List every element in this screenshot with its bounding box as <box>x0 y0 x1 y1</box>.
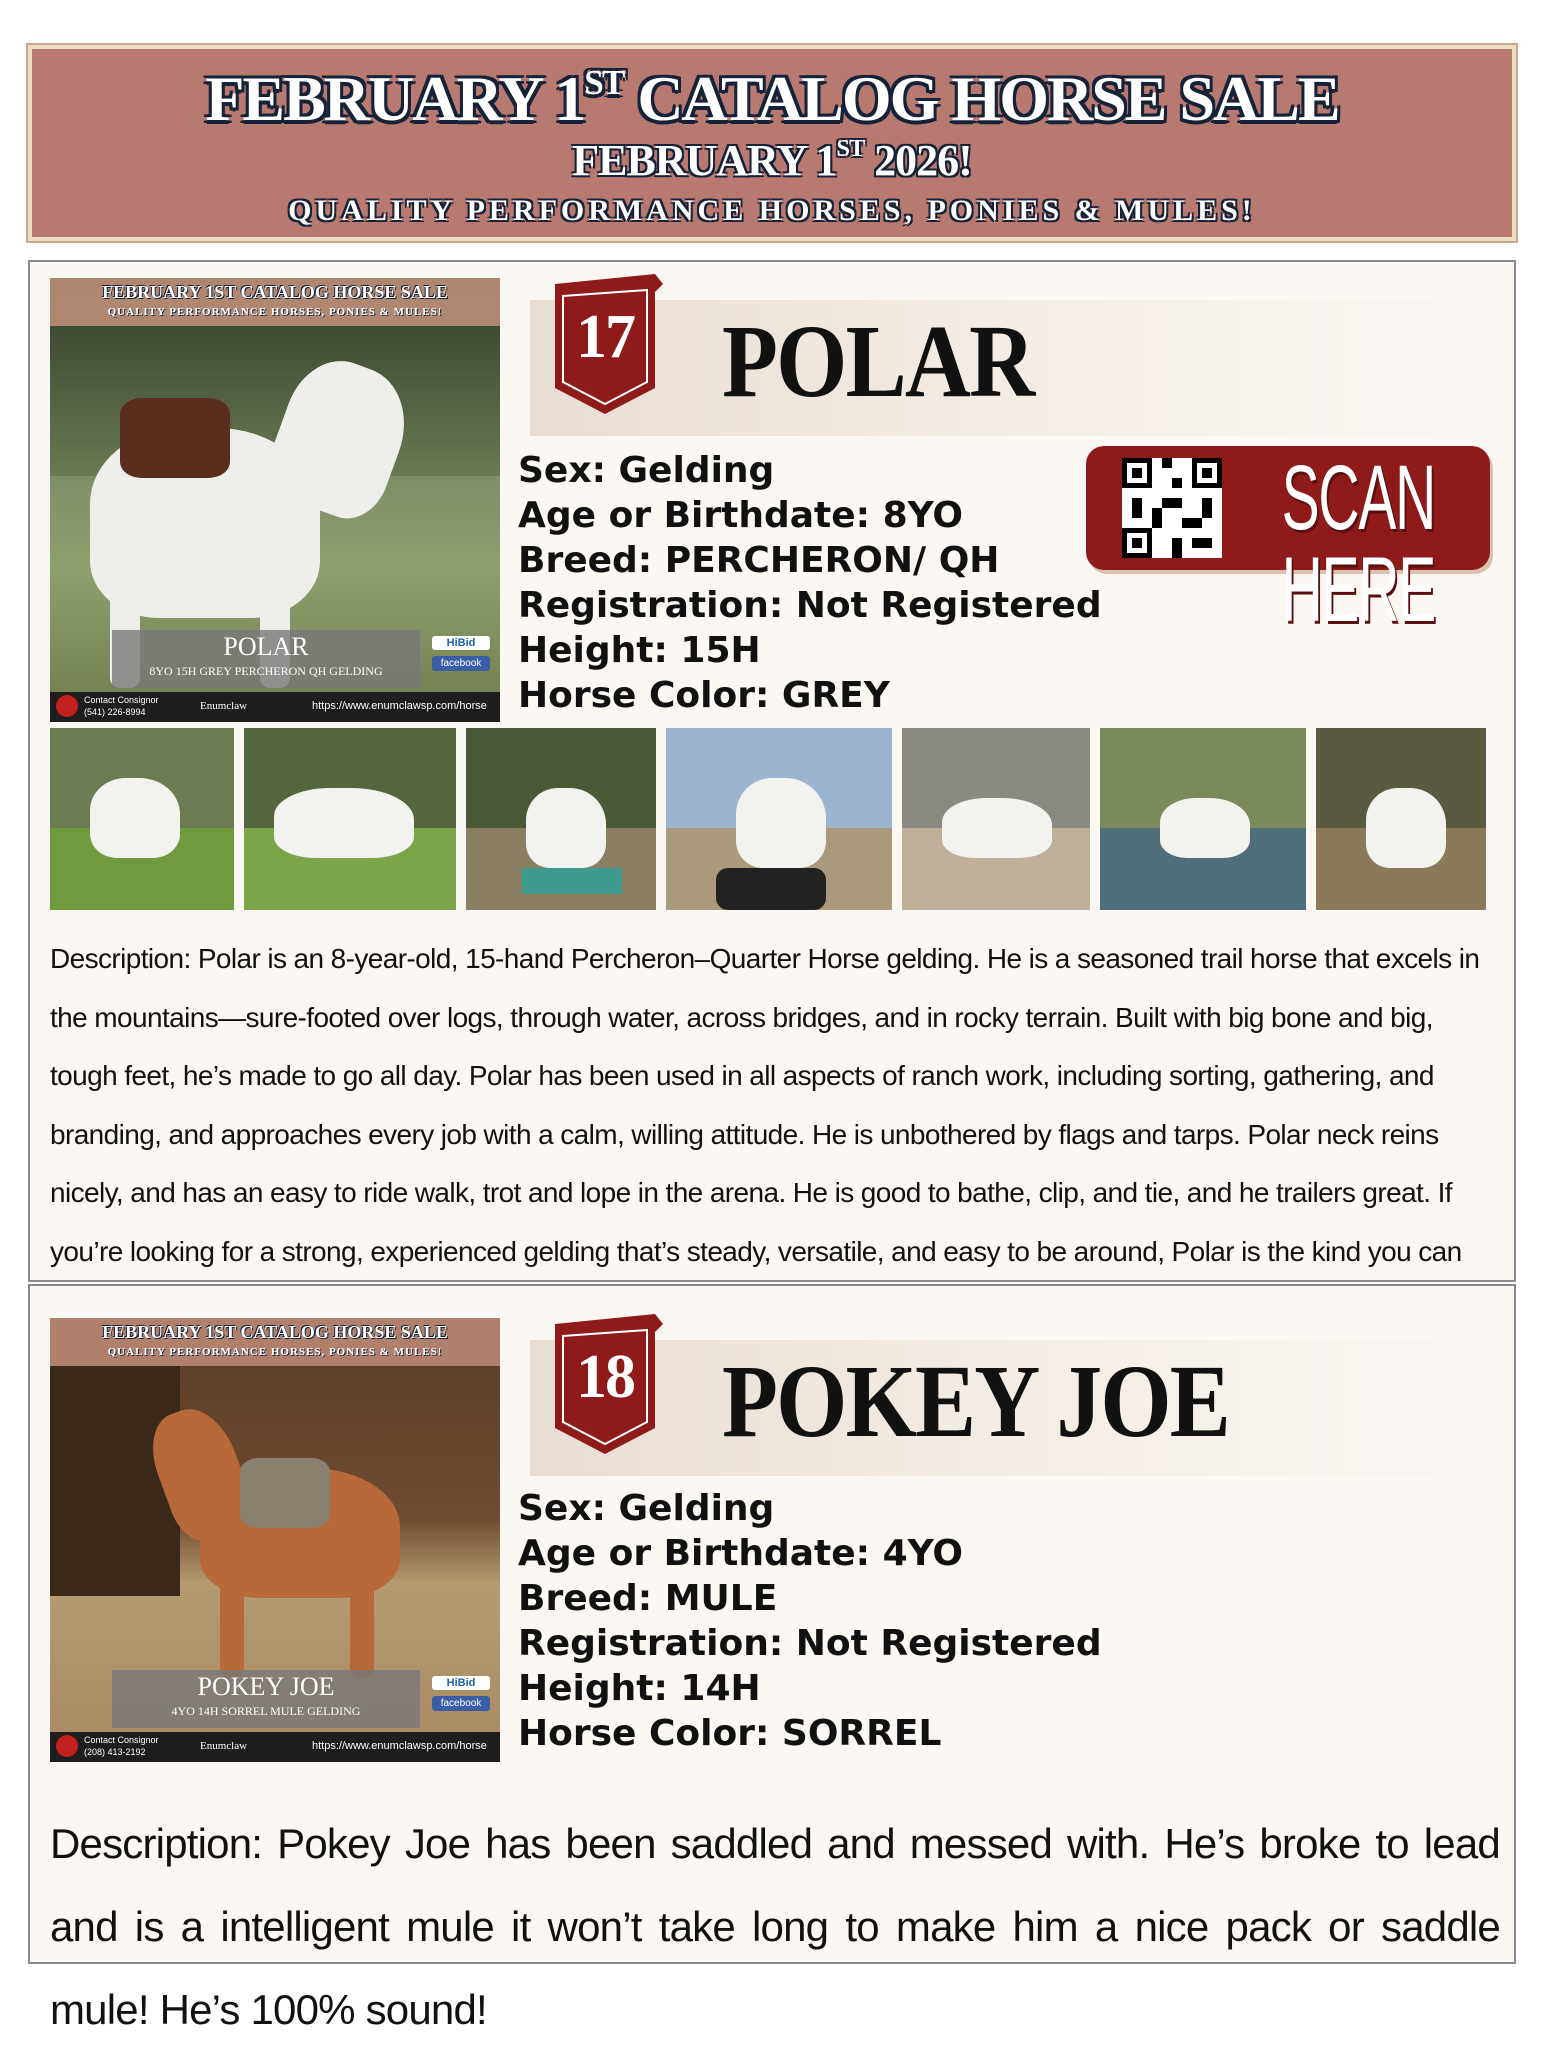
lot-number-tag <box>545 1310 665 1456</box>
lot-info <box>518 1486 1102 1756</box>
banner-date: FEBRUARY 1ST 2026! <box>572 135 972 185</box>
photo-name-box <box>112 1670 420 1728</box>
mule-leg <box>220 1578 244 1678</box>
banner-title: FEBRUARY 1ST CATALOG HORSE SALE <box>205 63 1339 134</box>
info-age: Age or Birthdate: 8YO <box>518 495 964 536</box>
facebook-logo: facebook <box>432 1696 490 1711</box>
info-color: Horse Color: SORREL <box>518 1713 942 1754</box>
contact-phone: Contact Consignor (208) 413-2192 <box>84 1735 159 1757</box>
gallery-thumb[interactable] <box>902 728 1090 910</box>
lot-18-main-photo[interactable] <box>50 1318 500 1762</box>
photo-banner-tagline: QUALITY PERFORMANCE HORSES, PONIES & MULES! <box>107 306 443 318</box>
info-registration: Registration: Not Registered <box>518 585 1102 626</box>
gallery-thumb[interactable] <box>466 728 656 910</box>
photo-banner <box>50 1318 500 1366</box>
photo-horse-name: POLAR <box>223 632 309 661</box>
lot-card-18 <box>28 1284 1516 2033</box>
info-sex: Sex: Gelding <box>518 1488 775 1529</box>
lot-description: Description: Pokey Joe has been saddled and messed with. He’s broke to lead and is a intelligent mule it won’t take long to make him a nice pack or saddle mule! He’s 100% sound! <box>50 1820 1500 2033</box>
hibid-logo: HiBid <box>432 1676 490 1690</box>
info-breed: Breed: PERCHERON/ QH <box>518 540 1000 581</box>
gallery-thumb[interactable] <box>50 728 234 910</box>
info-height: Height: 15H <box>518 630 761 671</box>
contact-phone: Contact Consignor (541) 226-8994 <box>84 695 159 717</box>
brand-url: https://www.enumclawsp.com/horse <box>312 700 487 712</box>
brand-url: https://www.enumclawsp.com/horse <box>312 1740 487 1752</box>
lot-number: 17 <box>576 303 634 371</box>
banner-tagline: QUALITY PERFORMANCE HORSES, PONIES & MULES! <box>288 194 1256 227</box>
phone-icon <box>56 1735 78 1757</box>
lot-card-17 <box>28 260 1516 1282</box>
lot-number: 18 <box>576 1343 634 1411</box>
info-age: Age or Birthdate: 4YO <box>518 1533 964 1574</box>
qr-code-icon <box>1122 458 1222 558</box>
scan-here-label: SCAN HERE <box>1281 447 1436 641</box>
gallery-thumb[interactable] <box>1316 728 1486 910</box>
lot-17-main-photo[interactable] <box>50 278 500 722</box>
lot-number-tag <box>545 270 665 416</box>
info-color: Horse Color: GREY <box>518 675 890 716</box>
saddle <box>240 1458 330 1528</box>
photo-banner-title: FEBRUARY 1ST CATALOG HORSE SALE <box>102 1322 448 1342</box>
hibid-badge <box>432 636 490 671</box>
info-breed: Breed: MULE <box>518 1578 778 1619</box>
mule-leg <box>350 1578 374 1678</box>
photo-horse-caption: 4YO 14H SORREL MULE GELDING <box>171 1704 361 1718</box>
phone-icon <box>56 695 78 717</box>
info-sex: Sex: Gelding <box>518 450 775 491</box>
info-registration: Registration: Not Registered <box>518 1623 1102 1664</box>
contact-bar <box>50 692 500 722</box>
photo-horse-name: POKEY JOE <box>197 1672 335 1701</box>
info-height: Height: 14H <box>518 1668 761 1709</box>
contact-bar <box>50 1732 500 1762</box>
photo-banner-title: FEBRUARY 1ST CATALOG HORSE SALE <box>102 282 448 302</box>
photo-horse-caption: 8YO 15H GREY PERCHERON QH GELDING <box>149 664 383 678</box>
lot-name: POLAR <box>722 304 1034 419</box>
photo-name-box <box>112 630 420 688</box>
gallery-thumb[interactable] <box>244 728 456 910</box>
facebook-logo: facebook <box>432 656 490 671</box>
photo-gallery <box>50 728 1506 910</box>
brand-name: Enumclaw <box>200 1740 248 1752</box>
photo-banner <box>50 278 500 326</box>
lot-name: POKEY JOE <box>722 1344 1230 1459</box>
sale-banner <box>28 45 1516 241</box>
brand-name: Enumclaw <box>200 700 248 712</box>
lot-info <box>518 448 1102 718</box>
gallery-thumb[interactable] <box>1100 728 1306 910</box>
hibid-badge <box>432 1676 490 1711</box>
photo-banner-tagline: QUALITY PERFORMANCE HORSES, PONIES & MULES! <box>107 1346 443 1358</box>
hibid-logo: HiBid <box>432 636 490 650</box>
gallery-thumb[interactable] <box>666 728 892 910</box>
scan-here-button[interactable] <box>1086 446 1490 641</box>
saddle <box>120 398 230 478</box>
lot-description: Description: Polar is an 8-year-old, 15-hand Percheron–Quarter Horse gelding. He is a seasoned trail horse that excels in the mountains—sure-footed over logs, through water, across bridges, and in rocky terrain. Built with big bone and big, tough feet, he’s made to go all day. Polar has been used in all aspects of ranch work, including sorting, gathering, and branding, and approaches every job with a calm, willing attitude. He is unbothered by flags and tarps. Polar neck reins nicely, and has an easy to ride walk, trot and lope in the arena. He is good to bathe, clip, and tie, and he trailers great. If you’re looking for a strong, experienced gelding that’s steady, versatile, and easy to be around, Polar is the kind you can <box>50 943 1480 1267</box>
